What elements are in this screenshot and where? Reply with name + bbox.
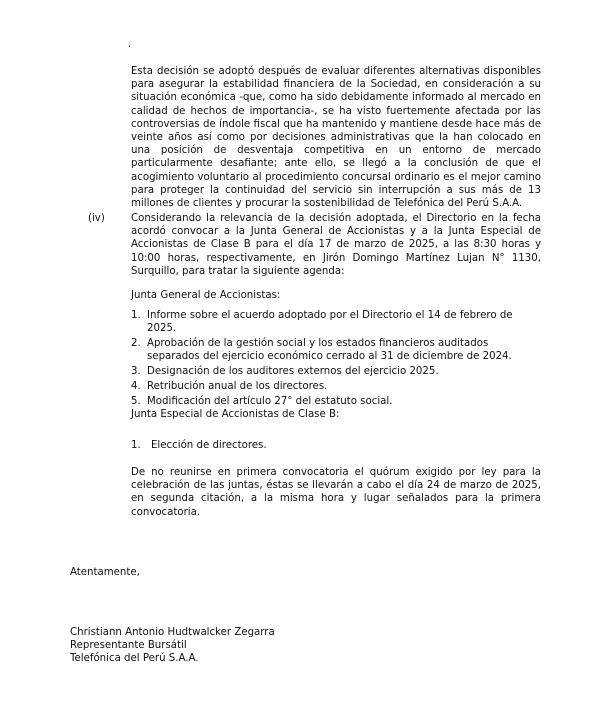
list-item-number: 4. <box>131 380 141 392</box>
list-item-text: Aprobación de la gestión social y los estados financieros auditados separados del ejercicio económico cerrado al 31 de diciembre de 2024. <box>147 338 512 363</box>
agenda-special-heading: Junta Especial de Accionistas de Clase B: <box>131 409 340 420</box>
list-item-number: 5. <box>131 395 141 407</box>
list-item <box>131 365 541 378</box>
list-item <box>131 337 541 363</box>
list-item-number: 1. <box>131 440 141 451</box>
signatory-company: Telefónica del Perú S.A.A. <box>70 653 199 664</box>
list-item <box>131 380 541 393</box>
agenda-general-list <box>131 309 541 409</box>
paragraph-second-call: De no reunirse en primera convocatoria el quórum exigido por ley para la celebración de las juntas, éstas se llevarán a cabo el día 24 de marzo de 2025, en segunda citación, a la misma hora y lugar señalados para la primera convocatoria. <box>131 467 541 518</box>
signatory-name: Christiann Antonio Hudtwalcker Zegarra <box>70 627 275 638</box>
item-number: (iv) <box>88 213 105 224</box>
list-item-text: Retribución anual de los directores. <box>147 380 328 392</box>
paragraph-decision-rationale: Esta decisión se adoptó después de evaluar diferentes alternativas disponibles para asegurar la estabilidad financiera de la Sociedad, en consideración a su situación económica -que, como ha sido debidamente informado al mercado en calidad de hechos de importancia-, se ha visto fuertemente afectada por las controversias de índole fiscal que ha mantenido y mantiene desde hace más de veinte años así como por decisiones administrativas que la han colocado en una posición de desventaja competitiva en un entorno de mercado particularmente desafiante; ante ello, se llegó a la conclusión de que el acogimiento voluntario al procedimiento concursal ordinario es el mejor camino para proteger la continuidad del servicio sin interrupción a sus más de 13 millones de clientes y procurar la sostenibilidad de Telefónica del Perú S.A.A. <box>131 66 541 210</box>
list-item-number: 1. <box>131 310 141 321</box>
leading-dot: . <box>128 39 132 50</box>
agenda-special-list <box>131 439 541 452</box>
paragraph-meeting-convocation: Considerando la relevancia de la decisión adoptada, el Directorio en la fecha acordó convocar a la Junta General de Accionistas y a la Junta Especial de Accionistas de Clase B para el día 17 de marzo de 2025, a las 8:30 horas y 10:00 horas, respectivamente, en Jirón Domingo Martínez Lujan N° 1130, Surquillo, para tratar la siguiente agenda: <box>131 213 541 277</box>
closing-salutation: Atentamente, <box>70 567 140 578</box>
list-item-text: Designación de los auditores externos del ejercicio 2025. <box>147 366 439 377</box>
agenda-general-heading: Junta General de Accionistas: <box>131 290 281 301</box>
list-item <box>131 309 541 335</box>
list-item <box>131 439 541 452</box>
signatory-role: Representante Bursátil <box>70 640 187 651</box>
list-item-text: Modificación del artículo 27° del estatuto social. <box>147 395 393 407</box>
list-item-text: Informe sobre el acuerdo adoptado por el Directorio el 14 de febrero de 2025. <box>147 310 513 335</box>
list-item-number: 2. <box>131 338 141 349</box>
list-item-number: 3. <box>131 366 141 377</box>
list-item-text: Elección de directores. <box>151 440 267 451</box>
list-item <box>131 395 541 408</box>
